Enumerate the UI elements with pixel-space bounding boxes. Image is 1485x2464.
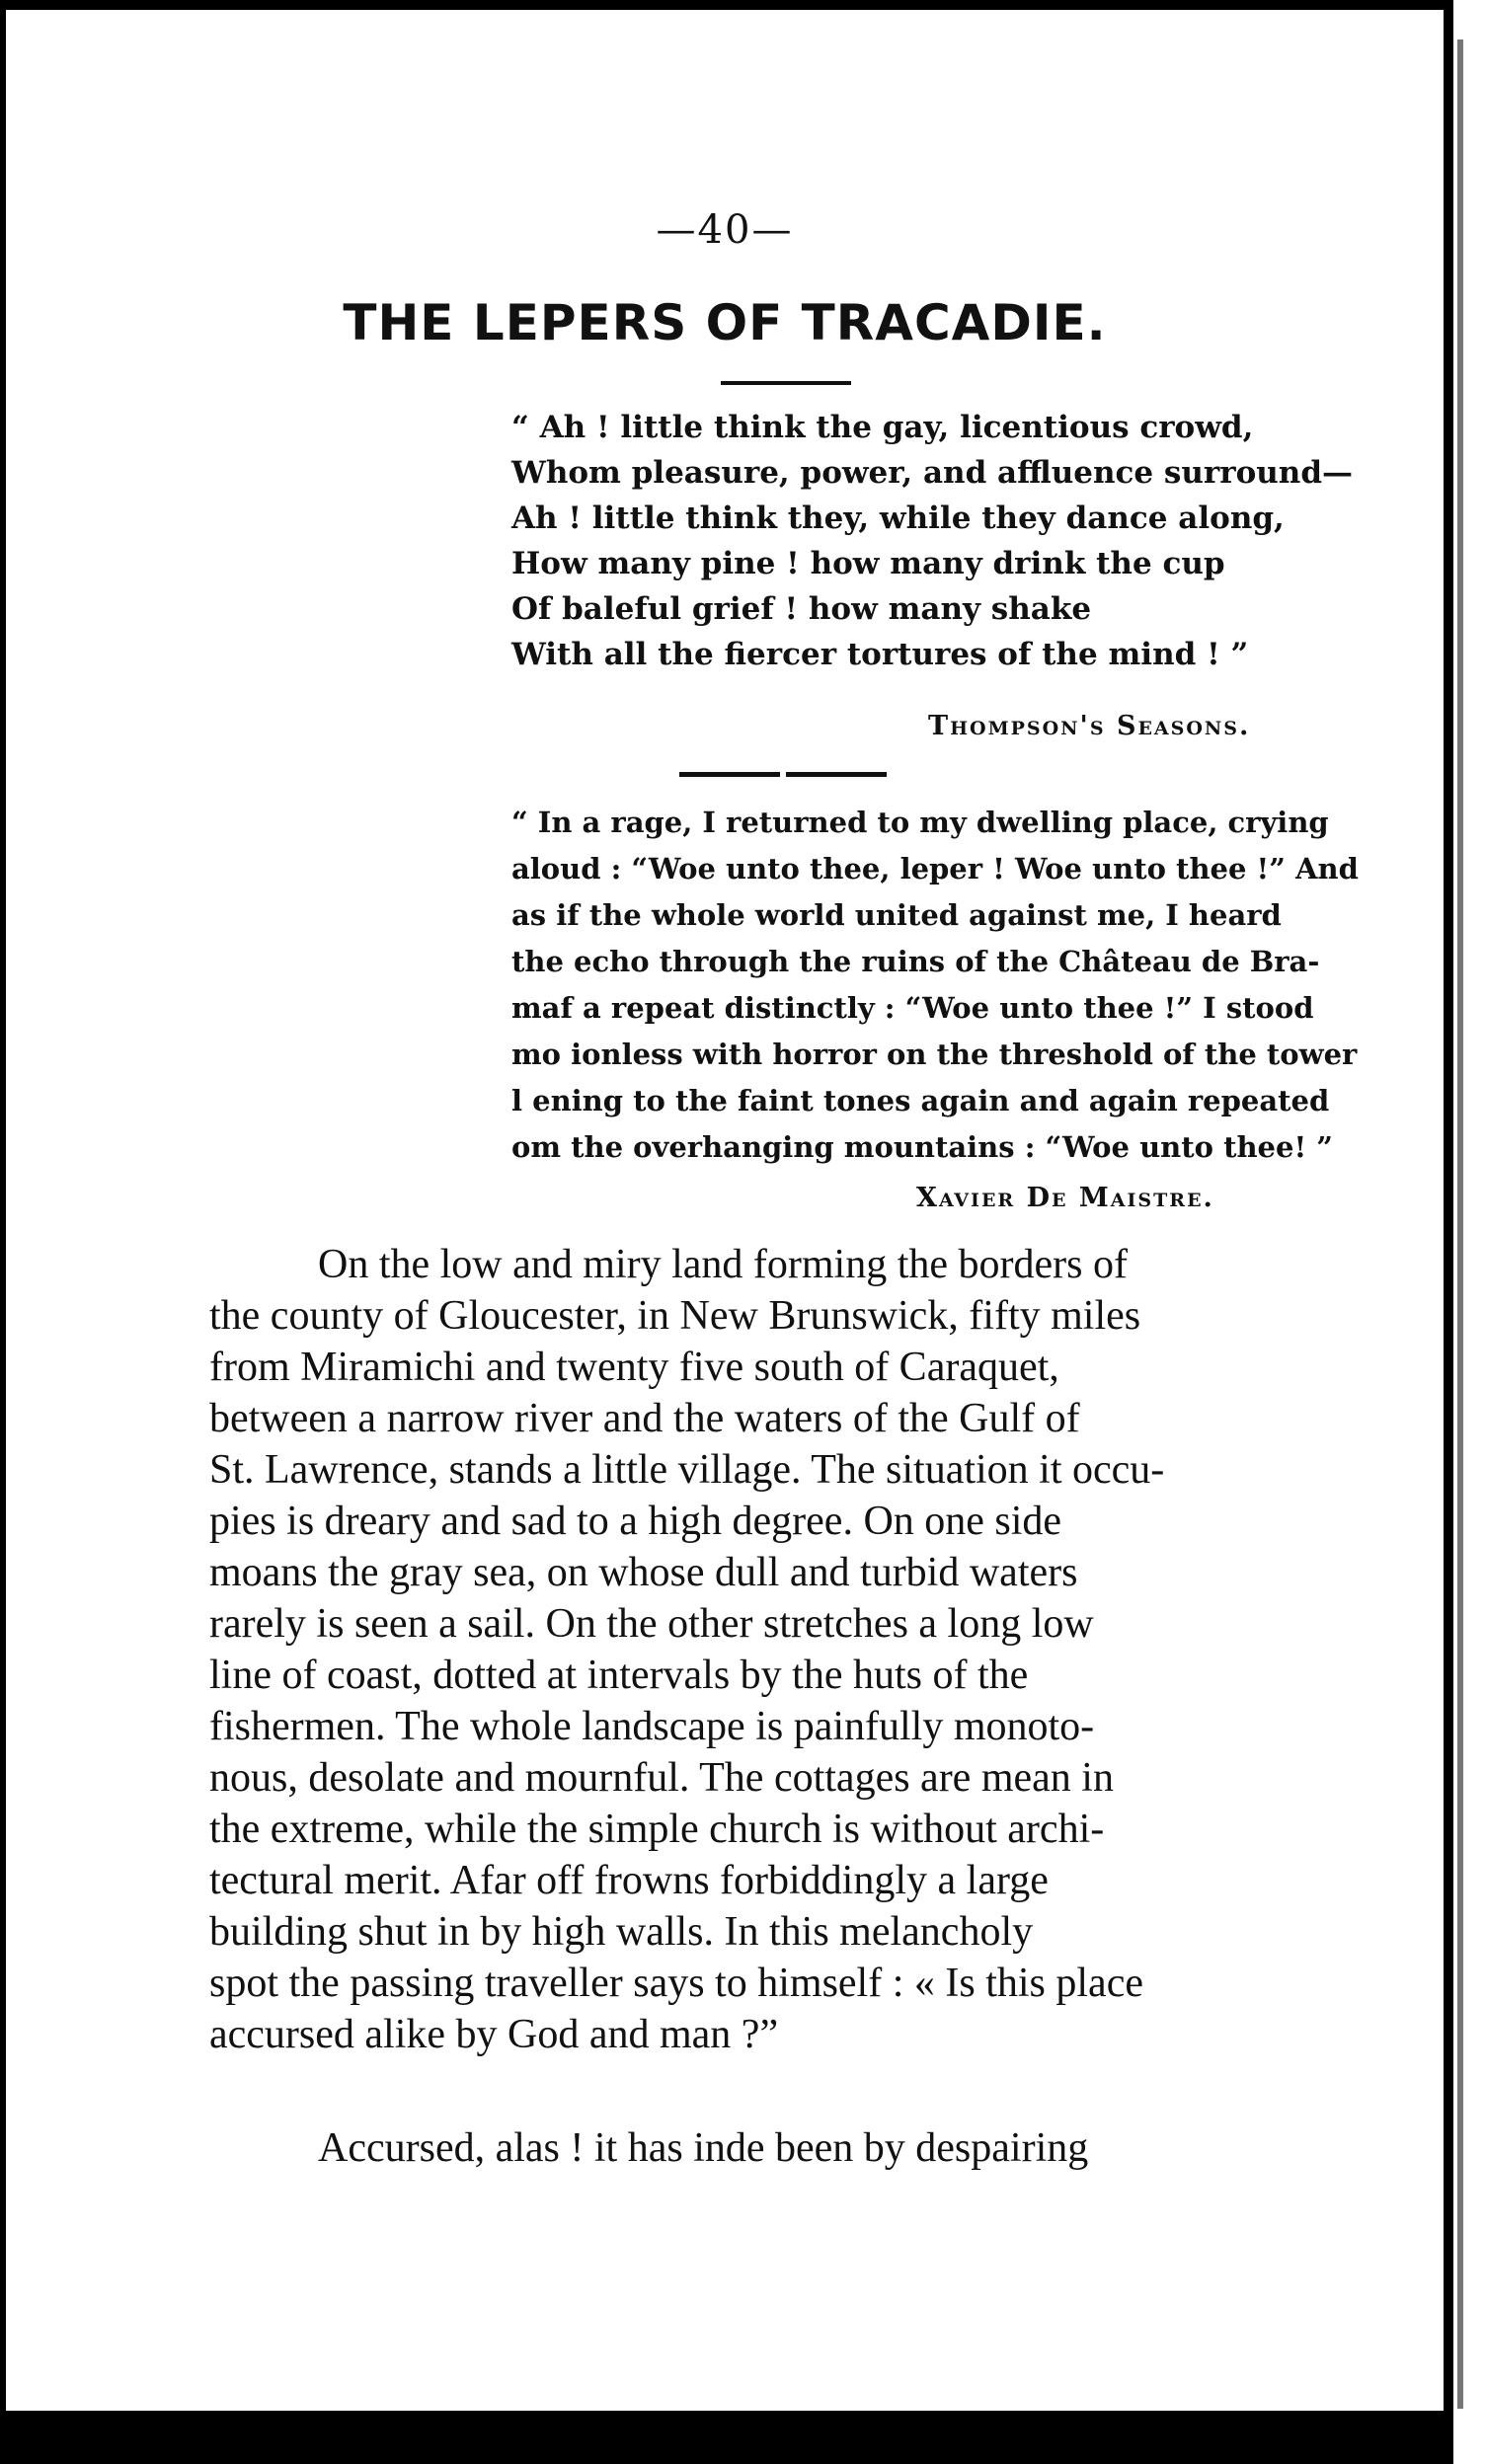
prose-line: the echo through the ruins of the Château de Bra- bbox=[511, 945, 1320, 978]
body-line: St. Lawrence, stands a little village. The situation it occu- bbox=[209, 1447, 1165, 1493]
body-line: between a narrow river and the waters of the Gulf of bbox=[209, 1396, 1080, 1441]
body-line: accursed alike by God and man ?” bbox=[209, 2012, 779, 2057]
book-page bbox=[6, 10, 1444, 2411]
verse-line: “ Ah ! little think the gay, licentious crowd, bbox=[511, 410, 1254, 445]
body-line: building shut in by high walls. In this melancholy bbox=[209, 1909, 1034, 1955]
title-rule bbox=[721, 381, 851, 385]
body-line: pies is dreary and sad to a high degree. On one side bbox=[209, 1499, 1062, 1544]
scan-edge-shade bbox=[1457, 39, 1463, 2409]
body-line: from Miramichi and twenty five south of Caraquet, bbox=[209, 1345, 1059, 1390]
body-line: nous, desolate and mournful. The cottages are mean in bbox=[209, 1755, 1114, 1801]
verse-line: Ah ! little think they, while they dance along, bbox=[511, 500, 1285, 536]
prose-attribution: Xavier De Maistre. bbox=[916, 1183, 1214, 1213]
epigraph-divider-right bbox=[786, 772, 887, 777]
page-number: —40— bbox=[656, 207, 794, 253]
verse-line: Whom pleasure, power, and affluence surround— bbox=[511, 455, 1354, 491]
prose-line: mo ionless with horror on the threshold of the tower bbox=[511, 1038, 1358, 1071]
prose-line: l ening to the faint tones again and again repeated bbox=[511, 1084, 1330, 1117]
body-paragraph-2 bbox=[209, 2122, 1088, 2174]
verse-line: How many pine ! how many drink the cup bbox=[511, 546, 1225, 581]
body-line: the county of Gloucester, in New Brunswick, fifty miles bbox=[209, 1293, 1141, 1339]
epigraph-prose bbox=[511, 800, 1359, 1171]
chapter-title: THE LEPERS OF TRACADIE. bbox=[343, 294, 1107, 351]
body-line: tectural merit. Afar off frowns forbiddingly a large bbox=[209, 1858, 1049, 1903]
body-line: moans the gray sea, on whose dull and turbid waters bbox=[209, 1550, 1078, 1595]
prose-line: “ In a rage, I returned to my dwelling place, crying bbox=[511, 806, 1329, 839]
body-line: rarely is seen a sail. On the other stretches a long low bbox=[209, 1601, 1094, 1647]
body-line: fishermen. The whole landscape is painfully monoto- bbox=[209, 1704, 1095, 1749]
body-line: line of coast, dotted at intervals by the huts of the bbox=[209, 1653, 1029, 1698]
body-line: the extreme, while the simple church is without archi- bbox=[209, 1807, 1105, 1852]
verse-line: Of baleful grief ! how many shake bbox=[511, 591, 1092, 627]
epigraph-verse bbox=[511, 405, 1353, 677]
prose-line: as if the whole world united against me, I heard bbox=[511, 898, 1282, 932]
body-line: On the low and miry land forming the borders of bbox=[318, 1242, 1128, 1287]
prose-line: om the overhanging mountains : “Woe unto thee! ” bbox=[511, 1130, 1333, 1164]
body-line: spot the passing traveller says to himself : « Is this place bbox=[209, 1961, 1143, 2006]
scan-edge bbox=[1444, 0, 1485, 2464]
prose-line: aloud : “Woe unto thee, leper ! Woe unto thee !” And bbox=[511, 852, 1359, 886]
verse-line: With all the fiercer tortures of the mind ! ” bbox=[511, 637, 1249, 672]
epigraph-divider-left bbox=[679, 772, 780, 777]
verse-attribution: Thompson's Seasons. bbox=[928, 711, 1251, 741]
prose-line: maf a repeat distinctly : “Woe unto thee !” I stood bbox=[511, 991, 1314, 1025]
body-paragraph-1 bbox=[209, 1239, 1164, 2060]
body-line: Accursed, alas ! it has inde been by despairing bbox=[318, 2125, 1089, 2171]
